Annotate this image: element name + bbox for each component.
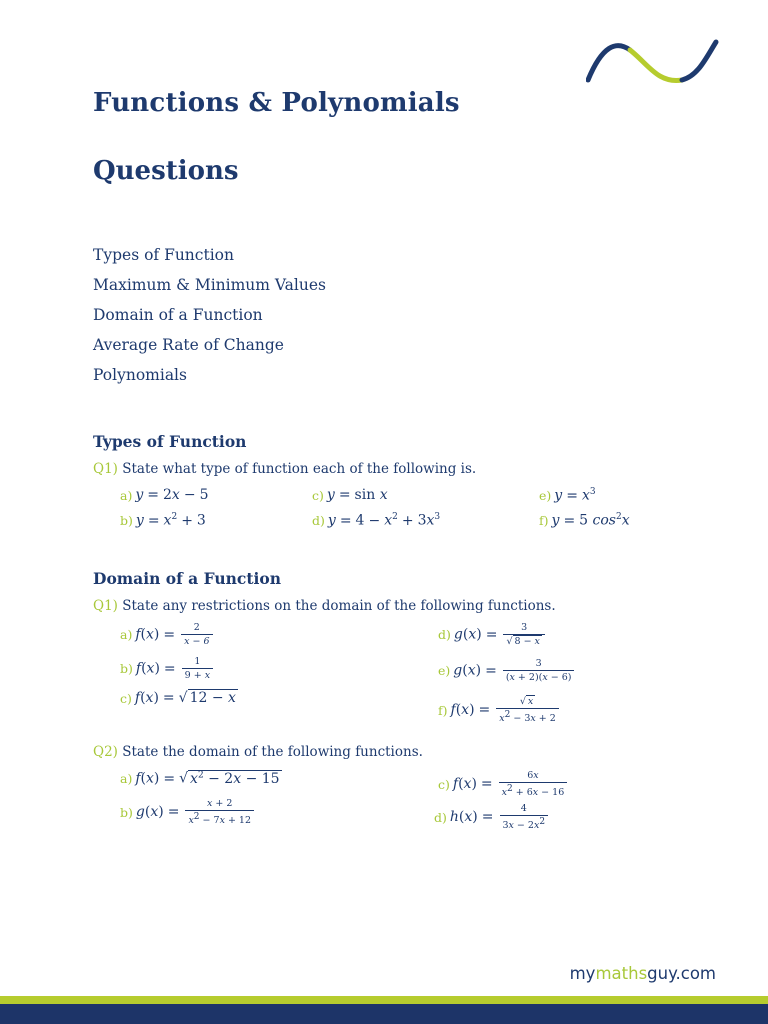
page-title: Functions & Polynomials	[93, 88, 460, 118]
item-label: a)	[120, 770, 133, 786]
math-expression: g(x) = $\frac{3}{√ 8 - x}$	[454, 622, 545, 647]
math-expression: g(x) = $\frac{x + 2}{x^2 - 7x + 12}$	[136, 798, 254, 826]
item-s1-d	[312, 512, 440, 529]
math-expression: y = 5 $\cos^2x$	[551, 512, 630, 529]
item-label: a)	[120, 627, 133, 642]
item-label: c)	[438, 776, 450, 792]
question-s2-q1	[93, 598, 556, 614]
math-expression: $y = x^2 + 3$	[135, 512, 206, 529]
item-label: c)	[120, 690, 132, 706]
item-label: f)	[539, 512, 549, 528]
brand-suffix: guy.com	[647, 964, 716, 983]
math-expression: f(x) = $\frac{1}{9 + x}$	[136, 656, 213, 681]
footer-band-green	[0, 996, 768, 1004]
item-label: e)	[438, 663, 451, 678]
section-heading-domain: Domain of a Function	[93, 569, 281, 588]
item-s2q1-c	[120, 690, 238, 706]
item-s1-c	[312, 487, 388, 503]
item-s1-e	[539, 487, 596, 504]
item-label: f)	[438, 702, 448, 718]
item-label: b)	[120, 512, 133, 528]
item-s1-a	[120, 487, 208, 503]
item-label: d)	[438, 627, 451, 642]
question-number: Q1)	[93, 461, 118, 477]
item-s2q1-b	[120, 656, 213, 681]
brand-prefix: my	[569, 964, 596, 983]
math-expression: h(x) = $\frac{4}{3x - 2x^2}$	[450, 803, 548, 831]
math-expression: g(x) = $\frac{3}{(x + 2)(x - 6)}$	[453, 658, 574, 683]
math-expression: f(x) = √ 12 − x	[134, 690, 236, 706]
item-label: a)	[120, 487, 133, 503]
toc-item[interactable]: Average Rate of Change	[93, 336, 284, 354]
question-s1-q1	[93, 461, 476, 477]
math-expression: y = sin x	[326, 487, 388, 503]
question-number: Q2)	[93, 744, 118, 760]
math-expression: f(x) = $\frac{√ x}{x^2 - 3x + 2}$	[451, 696, 559, 724]
footer-band-navy	[0, 1004, 768, 1024]
math-expression: $y = 4 - x^2 + 3x^3$	[327, 512, 441, 529]
item-s2q2-b	[120, 798, 254, 826]
math-expression: f(x) = √ $x^2 - 2x - 15$	[135, 770, 280, 787]
table-of-contents	[93, 240, 326, 390]
toc-item[interactable]: Polynomials	[93, 366, 187, 384]
item-s1-b	[120, 512, 206, 529]
item-s2q1-a	[120, 622, 213, 647]
item-s2q2-a	[120, 770, 282, 787]
wave-logo-icon	[586, 38, 720, 86]
page-subtitle: Questions	[93, 156, 239, 186]
item-s2q1-e	[438, 658, 574, 683]
toc-item[interactable]: Domain of a Function	[93, 306, 263, 324]
math-expression: f(x) = $\frac{2}{x - 6}$	[135, 622, 212, 647]
item-label: b)	[120, 804, 133, 820]
toc-item[interactable]: Types of Function	[93, 246, 234, 264]
item-label: d)	[434, 809, 447, 825]
question-text: State the domain of the following functions.	[122, 744, 423, 760]
item-s1-f	[539, 512, 630, 529]
math-expression: f(x) = $\frac{6x}{x^2 + 6x - 16}$	[453, 770, 567, 798]
section-heading-types: Types of Function	[93, 432, 247, 451]
item-label: b)	[120, 661, 133, 676]
item-s2q1-d	[438, 622, 545, 647]
question-number: Q1)	[93, 598, 118, 614]
item-label: e)	[539, 487, 552, 503]
brand-accent: maths	[595, 964, 648, 983]
toc-item[interactable]: Maximum & Minimum Values	[93, 276, 326, 294]
item-label: c)	[312, 487, 324, 503]
item-s2q1-f	[438, 696, 559, 724]
math-expression: $y = x^3$	[554, 487, 596, 504]
question-text: State any restrictions on the domain of the following functions.	[122, 598, 556, 614]
question-s2-q2	[93, 744, 423, 760]
item-s2q2-c	[438, 770, 567, 798]
item-s2q2-d	[434, 803, 548, 831]
question-text: State what type of function each of the following is.	[122, 461, 477, 477]
brand-link[interactable]	[570, 964, 716, 983]
item-label: d)	[312, 512, 325, 528]
math-expression: y = 2x − 5	[135, 487, 209, 503]
